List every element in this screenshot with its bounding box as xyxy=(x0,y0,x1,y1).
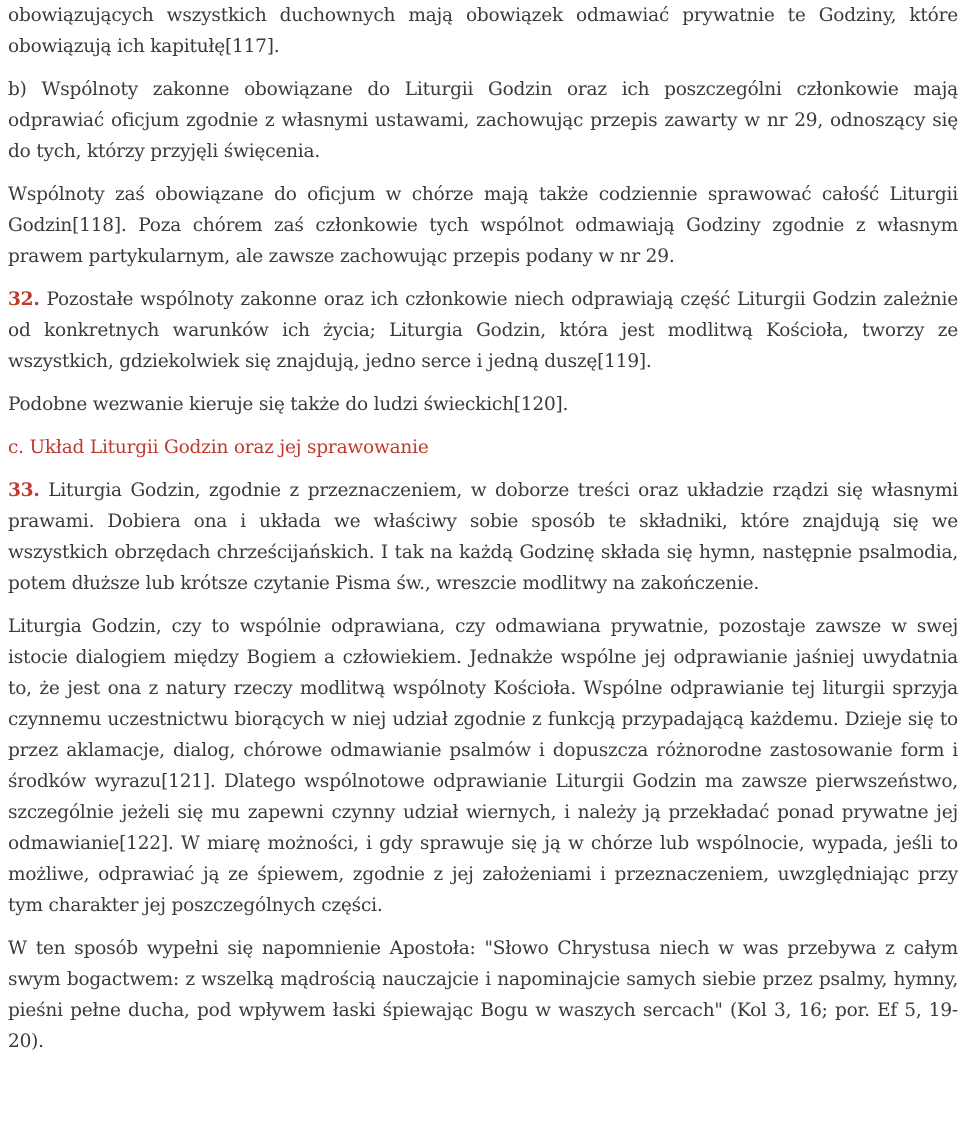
paragraph-number: 32. xyxy=(8,289,40,310)
paragraph-text: Liturgia Godzin, zgodnie z przeznaczeniem, w doborze treści oraz układzie rządzi się własnymi prawami. Dobiera ona i układa we właściwy sobie sposób te składniki, które znajdują się we wszystkich obrzędach chrześcijańskich. I tak na każdą Godzinę składa się hymn, następnie psalmodia, potem dłuższe lub krótsze czytanie Pisma św., wreszcie modlitwy na zakończenie. xyxy=(8,480,958,594)
paragraph-dialogue: Liturgia Godzin, czy to wspólnie odprawiana, czy odmawiana prywatnie, pozostaje zawsze w swej istocie dialogiem między Bogiem a człowiekiem. Jednakże wspólne jej odprawianie jaśniej uwydatnia to, że jest ona z natury rzeczy modlitwą wspólnoty Kościoła. Wspólne odprawianie tej liturgii sprzyja czynnemu uczestnictwu biorących w niej udział zgodnie z funkcją przypadającą każdemu. Dzieje się to przez aklamacje, dialog, chórowe odmawianie psalmów i dopuszcza różnorodne zastosowanie form i środków wyrazu[121]. Dlatego wspólnotowe odprawianie Liturgii Godzin ma zawsze pierwszeństwo, szczególnie jeżeli się mu zapewni czynny udział wiernych, i należy ją przekładać ponad prywatne jej odmawianie[122]. W miarę możności, i gdy sprawuje się ją w chórze lub wspólnocie, wypada, jeśli to możliwe, odprawiać ją ze śpiewem, zgodnie z jej założeniami i przeznaczeniem, uwzględniając przy tym charakter jej poszczególnych części. xyxy=(8,616,958,916)
paragraph-number: 33. xyxy=(8,480,40,501)
paragraph-text: Pozostałe wspólnoty zakonne oraz ich członkowie niech odprawiają część Liturgii Godzin zależnie od konkretnych warunków ich życia; Liturgia Godzin, która jest modlitwą Kościoła, tworzy ze wszystkich, gdziekolwiek się znajdują, jedno serce i jedną duszę[119]. xyxy=(8,289,958,372)
paragraph-32 xyxy=(8,284,958,377)
section-heading-c: c. Układ Liturgii Godzin oraz jej sprawowanie xyxy=(8,437,429,458)
paragraph-lay-people: Podobne wezwanie kieruje się także do ludzi świeckich[120]. xyxy=(8,394,569,415)
paragraph-b-religious-communities: b) Wspólnoty zakonne obowiązane do Liturgii Godzin oraz ich poszczególni członkowie mają odprawiać oficjum zgodnie z własnymi ustawami, zachowując przepis zawarty w nr 29, odnoszący się do tych, którzy przyjęli święcenia. xyxy=(8,79,958,162)
paragraph-choir-communities: Wspólnoty zaś obowiązane do oficjum w chórze mają także codziennie sprawować całość Liturgii Godzin[118]. Poza chórem zaś członkowie tych wspólnot odmawiają Godziny zgodnie z własnym prawem partykularnym, ale zawsze zachowując przepis podany w nr 29. xyxy=(8,184,958,267)
paragraph-33 xyxy=(8,475,958,599)
paragraph-continuation: obowiązujących wszystkich duchownych mają obowiązek odmawiać prywatnie te Godziny, które obowiązują ich kapitułę[117]. xyxy=(8,5,958,57)
paragraph-apostle-quote: W ten sposób wypełni się napomnienie Apostoła: "Słowo Chrystusa niech w was przebywa z całym swym bogactwem: z wszelką mądrością nauczajcie i napominajcie samych siebie przez psalmy, hymny, pieśni pełne ducha, pod wpływem łaski śpiewając Bogu w waszych sercach" (Kol 3, 16; por. Ef 5, 19-20). xyxy=(8,938,958,1052)
document-body xyxy=(8,0,958,1069)
